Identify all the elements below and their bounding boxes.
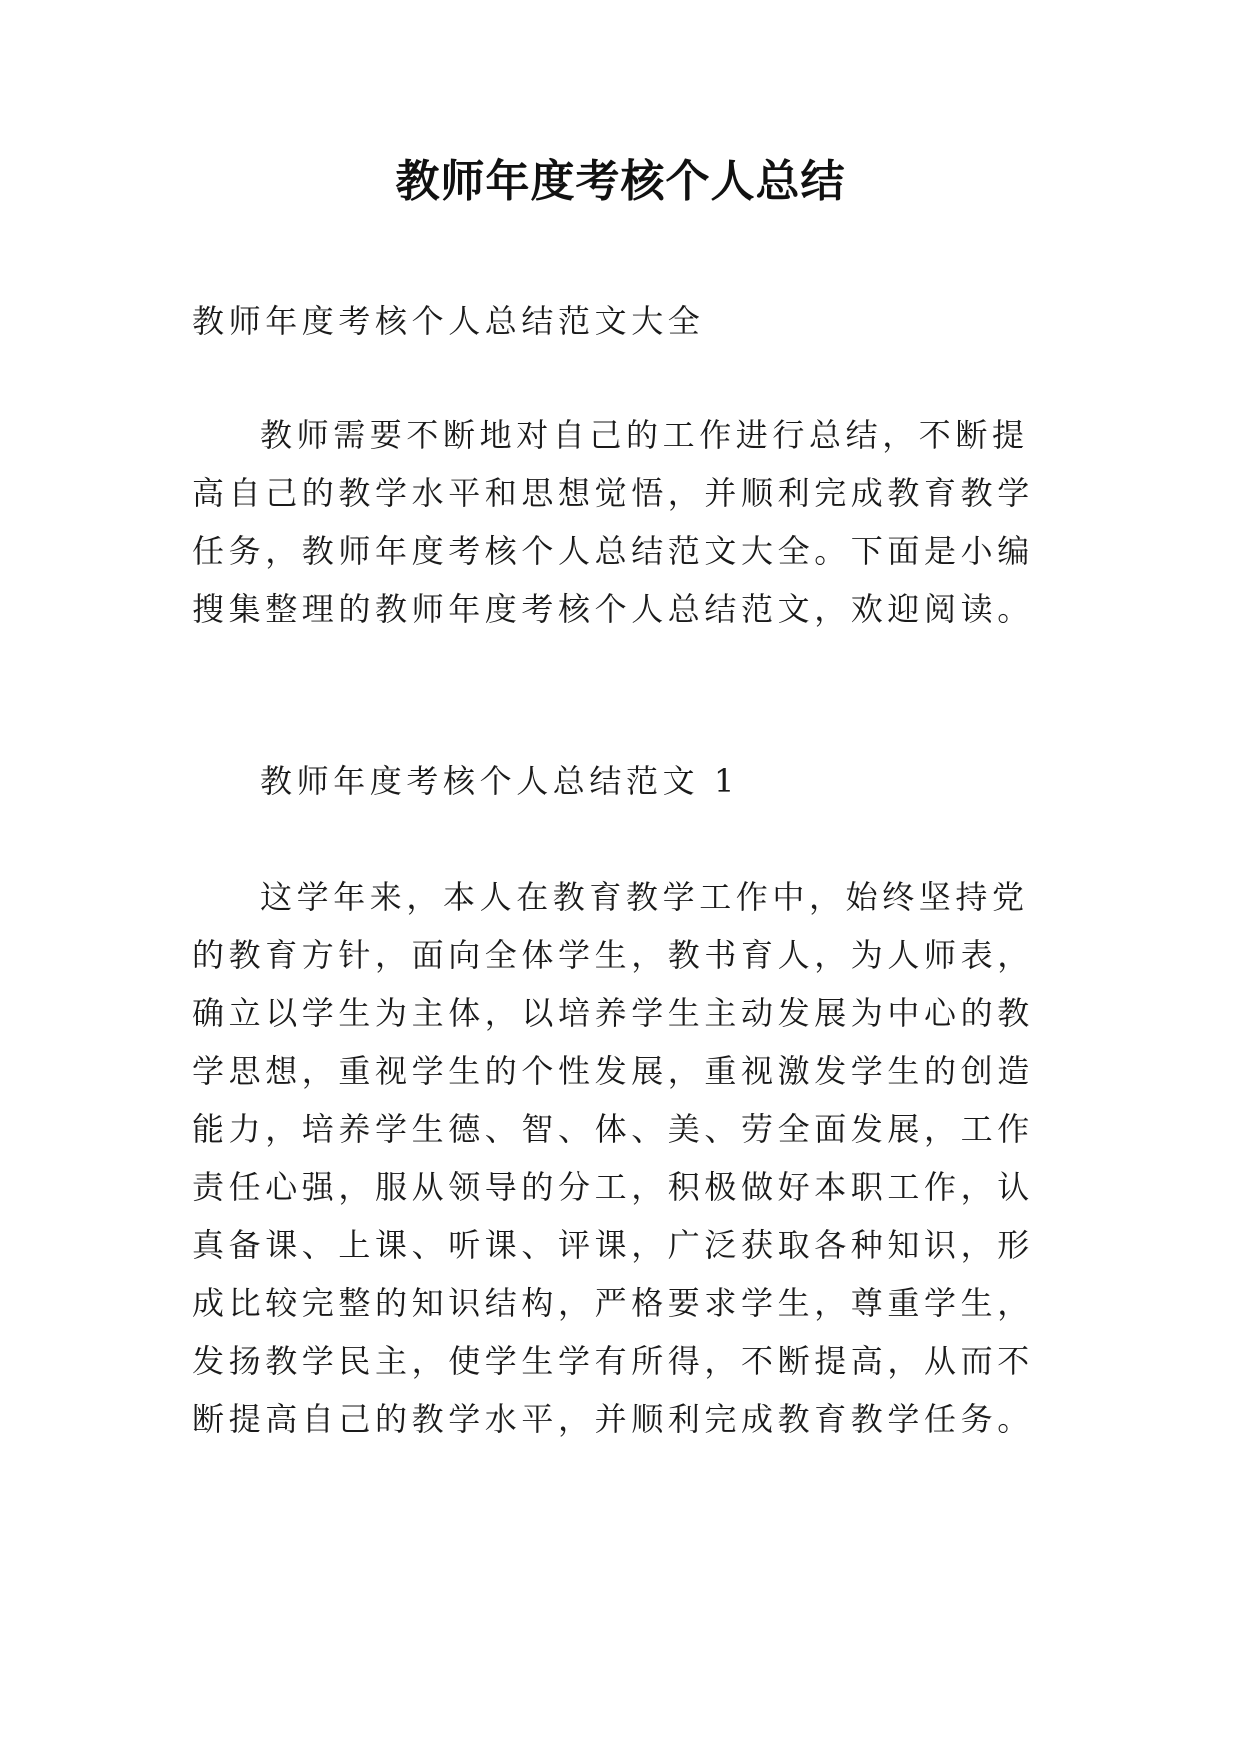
intro-paragraph: 教师需要不断地对自己的工作进行总结，不断提高自己的教学水平和思想觉悟，并顺利完成教育教学任务，教师年度考核个人总结范文大全。下面是小编搜集整理的教师年度考核个人总结范文，欢迎阅读。 (192, 416, 1034, 628)
document-subtitle: 教师年度考核个人总结范文大全 (192, 302, 705, 340)
document-title: 教师年度考核个人总结 (395, 156, 846, 207)
body-paragraph: 这学年来，本人在教育教学工作中，始终坚持党的教育方针，面向全体学生，教书育人，为人师表，确立以学生为主体，以培养学生主动发展为中心的教学思想，重视学生的个性发展，重视激发学生的创造能力，培养学生德、智、体、美、劳全面发展，工作责任心强，服从领导的分工，积极做好本职工作，认真备课、上课、听课、评课，广泛获取各种知识，形成比较完整的知识结构，严格要求学生，尊重学生，发扬教学民主，使学生学有所得，不断提高，从而不断提高自己的教学水平，并顺利完成教育教学任务。 (192, 878, 1034, 1438)
section-heading: 教师年度考核个人总结范文 1 (260, 762, 739, 800)
